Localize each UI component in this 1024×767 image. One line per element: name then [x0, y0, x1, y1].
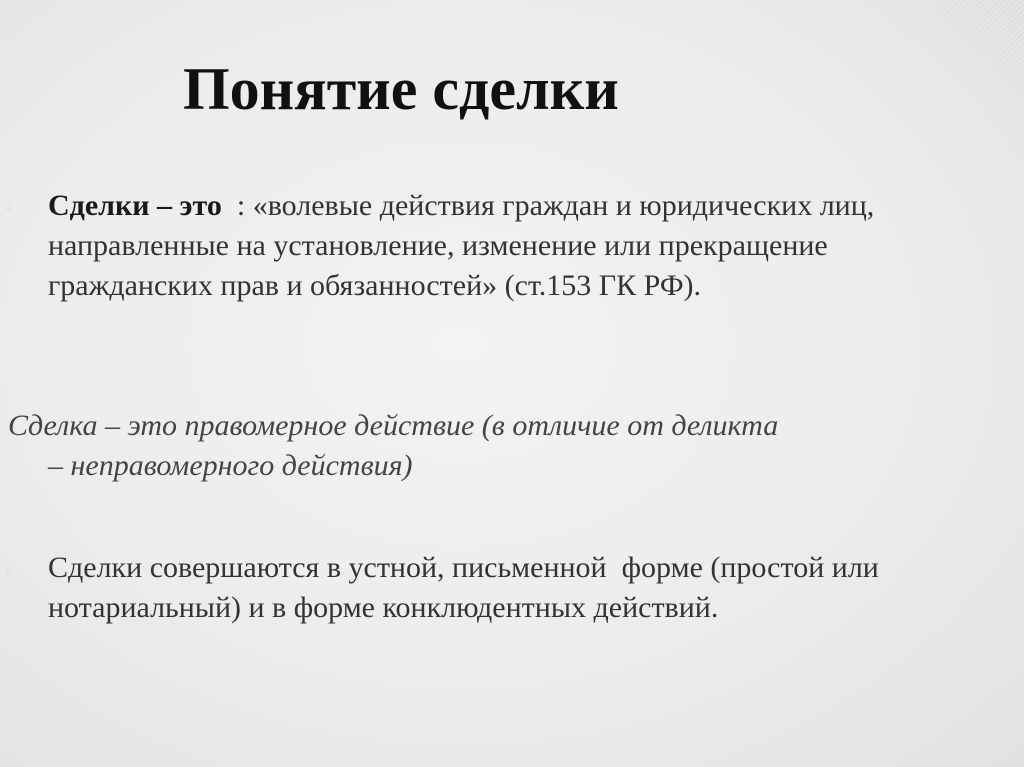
corner-decoration [904, 0, 1024, 120]
note-lawful-action [8, 406, 908, 486]
note-line-2: – неправомерного действия) [48, 449, 413, 482]
definition-term: Сделки – это [48, 189, 222, 222]
definition-text: : «волевые действия граждан и юридических лиц, направленные на установление, изменение или прекращение гражданских прав и обязанностей» (ст.153 ГК РФ). [48, 189, 882, 302]
note-line-1: Сделка – это правомерное действие (в отличие от деликта [8, 409, 779, 442]
slide-title: Понятие сделки [183, 56, 619, 122]
bullet-forms [6, 548, 888, 628]
bullet-marker-icon: ◦ [6, 201, 12, 218]
forms-text: Сделки совершаются в устной, письменной форме (простой или нотариальный) и в форме конклюдентных действий. [48, 551, 887, 624]
bullet-marker-icon: ◦ [6, 563, 12, 580]
bullet-definition [6, 186, 888, 306]
